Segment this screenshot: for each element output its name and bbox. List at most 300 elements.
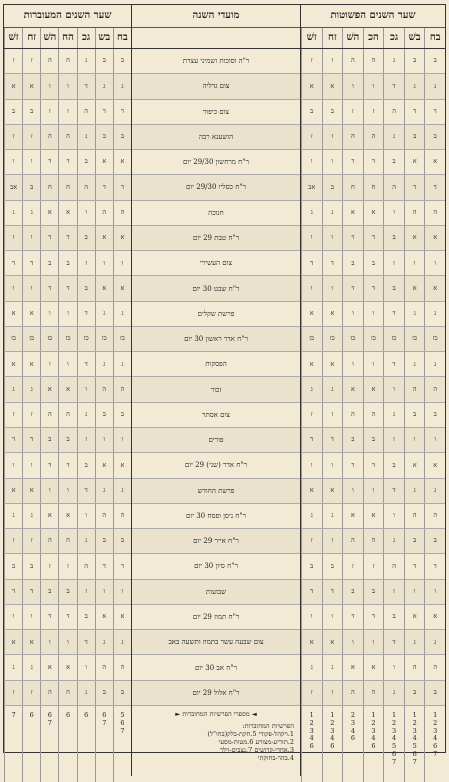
regular-cell: ג [383, 49, 404, 73]
leap-cell: כז [77, 327, 95, 351]
leap-footer-cell: 6 [77, 706, 95, 782]
leap-cell: ו [4, 453, 22, 477]
leap-cell: ו [113, 251, 131, 275]
regular-cell: א [424, 150, 445, 174]
leap-cell: ג [77, 403, 95, 427]
regular-cell: אב [301, 175, 322, 199]
leap-row [4, 605, 131, 630]
leap-cell: ב [113, 403, 131, 427]
leap-row [4, 125, 131, 150]
regular-cell: ו [363, 479, 384, 503]
leap-cell: ד [58, 453, 76, 477]
regular-cell: ה [404, 504, 425, 528]
leap-cell: כז [22, 327, 40, 351]
regular-row [301, 74, 445, 99]
leap-cell: ג [77, 529, 95, 553]
regular-cell: א [404, 150, 425, 174]
leap-cell: ו [58, 302, 76, 326]
regular-cell: ה [383, 100, 404, 124]
regular-cell: ד [383, 74, 404, 98]
regular-cell: ז [301, 529, 322, 553]
leap-cell: ג [4, 504, 22, 528]
regular-row [301, 453, 445, 478]
leap-cell: ב [95, 529, 113, 553]
leap-cell: א [40, 655, 58, 679]
regular-cell: ה [342, 49, 363, 73]
leap-cell: ז [40, 100, 58, 124]
leap-cell: א [22, 302, 40, 326]
regular-cell: כז [301, 327, 322, 351]
regular-header-3: הכ [363, 28, 384, 48]
regular-cell: ג [301, 504, 322, 528]
leap-cell: ג [22, 377, 40, 401]
leap-cell: ב [113, 529, 131, 553]
festival-row: שבועות [132, 580, 300, 605]
regular-footer-cell: 1 2 3 4 5 6 7 [383, 706, 404, 782]
regular-cell: א [363, 201, 384, 225]
leap-cell: א [95, 276, 113, 300]
leap-cell: א [113, 453, 131, 477]
regular-cell: ו [322, 453, 343, 477]
leap-cell: ב [22, 554, 40, 578]
leap-row [4, 453, 131, 478]
regular-cell: ג [322, 201, 343, 225]
leap-cell: כז [58, 327, 76, 351]
leap-cell: ב [40, 428, 58, 452]
leap-cell: ז [4, 49, 22, 73]
leap-cell: ג [4, 377, 22, 401]
regular-cell: א [363, 377, 384, 401]
regular-cell: ה [404, 655, 425, 679]
leap-header-3: הח [58, 28, 76, 48]
regular-cell: ג [424, 302, 445, 326]
regular-footer-cell: 1 2 3 4 6 [363, 706, 384, 782]
regular-row [301, 201, 445, 226]
regular-cell: ח [342, 175, 363, 199]
regular-cell: ב [322, 554, 343, 578]
regular-cell: ו [383, 504, 404, 528]
leap-cell: ו [95, 428, 113, 452]
regular-cell: ג [383, 403, 404, 427]
regular-cell: ו [301, 150, 322, 174]
regular-cell: ו [404, 428, 425, 452]
regular-cell: ה [363, 681, 384, 705]
regular-row [301, 655, 445, 680]
regular-cell: ה [342, 403, 363, 427]
leap-row [4, 428, 131, 453]
leap-cell: ה [113, 377, 131, 401]
leap-cell: א [22, 630, 40, 654]
leap-cell: ג [113, 479, 131, 503]
regular-cell: ב [383, 150, 404, 174]
leap-footer-cell: 7 [4, 706, 22, 782]
regular-cell: ו [383, 377, 404, 401]
leap-cell: ו [22, 226, 40, 250]
leap-row [4, 251, 131, 276]
regular-header-4: השׁ [342, 28, 363, 48]
regular-cell: ד [301, 251, 322, 275]
regular-cell: א [342, 377, 363, 401]
regular-row [301, 630, 445, 655]
footer-portions-list: 1.ויקהל-פקודי 5.חקת-בלק(בחו"ל) 2.תזריע-מצורע 6.מטות-מסעי 3.אחרי-קדושים 7.נצבים-וילך 4.בהר-בחוקתי [207, 729, 294, 763]
leap-cell: ו [22, 605, 40, 629]
regular-cell: א [301, 479, 322, 503]
leap-cell: ו [22, 150, 40, 174]
regular-cell: ו [322, 605, 343, 629]
regular-row [301, 100, 445, 125]
leap-cell: ד [58, 226, 76, 250]
leap-header-5: זח [22, 28, 40, 48]
regular-cell: ד [383, 479, 404, 503]
leap-row [4, 150, 131, 175]
leap-cell: ג [95, 630, 113, 654]
leap-cell: ג [77, 49, 95, 73]
regular-cell: ב [322, 175, 343, 199]
leap-cell: ו [40, 74, 58, 98]
regular-cell: א [301, 302, 322, 326]
regular-cell: ח [363, 175, 384, 199]
regular-cell: ז [322, 681, 343, 705]
regular-years-body [301, 49, 445, 706]
leap-cell: ג [22, 655, 40, 679]
regular-cell: א [404, 226, 425, 250]
regular-cell: ד [363, 150, 384, 174]
leap-cell: ה [113, 655, 131, 679]
regular-cell: ג [301, 377, 322, 401]
regular-cell: ו [301, 226, 322, 250]
leap-cell: ב [113, 49, 131, 73]
leap-cell: א [40, 504, 58, 528]
regular-cell: ה [342, 529, 363, 553]
leap-cell: כז [4, 327, 22, 351]
leap-cell: ב [95, 125, 113, 149]
regular-cell: ו [342, 302, 363, 326]
regular-cell: ג [404, 74, 425, 98]
regular-cell: ו [301, 605, 322, 629]
leap-cell: ו [113, 428, 131, 452]
regular-cell: ב [404, 49, 425, 73]
leap-cell: ד [4, 580, 22, 604]
regular-cell: ה [342, 125, 363, 149]
regular-cell: א [322, 630, 343, 654]
festival-row: ר"ח אלול 29 יום [132, 681, 300, 706]
leap-cell: ג [113, 630, 131, 654]
leap-cell: ג [22, 504, 40, 528]
leap-cell: ד [95, 100, 113, 124]
festival-row: צום שבעה עשר בתמוז ותשעה באב [132, 630, 300, 655]
leap-cell: ד [113, 100, 131, 124]
leap-row [4, 175, 131, 200]
leap-row [4, 403, 131, 428]
regular-cell: א [404, 453, 425, 477]
leap-cell: ב [77, 276, 95, 300]
regular-cell: א [322, 352, 343, 376]
regular-cell: ג [301, 655, 322, 679]
leap-cell: ב [77, 150, 95, 174]
festival-row: הפסקות [132, 352, 300, 377]
leap-cell: ו [77, 377, 95, 401]
regular-cell: ז [322, 403, 343, 427]
leap-cell: ז [4, 681, 22, 705]
regular-cell: ד [424, 175, 445, 199]
regular-cell: ג [424, 352, 445, 376]
regular-cell: ג [301, 201, 322, 225]
leap-cell: כז [113, 327, 131, 351]
regular-cell: ו [301, 453, 322, 477]
regular-cell: א [342, 201, 363, 225]
regular-cell: ה [424, 655, 445, 679]
regular-cell: ו [424, 251, 445, 275]
leap-years-panel [4, 5, 132, 776]
regular-cell: ד [322, 580, 343, 604]
regular-cell: ה [363, 403, 384, 427]
leap-cell: ו [58, 630, 76, 654]
leap-cell: ב [77, 605, 95, 629]
leap-cell: ו [40, 352, 58, 376]
regular-cell: ג [322, 377, 343, 401]
footer-arrow-label: ◄ מספרי הפרשיות המחוברות ► [175, 709, 257, 718]
regular-row [301, 327, 445, 352]
regular-cell: כז [363, 327, 384, 351]
regular-cell: ו [363, 630, 384, 654]
regular-cell: ו [404, 251, 425, 275]
regular-row [301, 175, 445, 200]
regular-cell: ב [363, 251, 384, 275]
footer-heading: הפרשיות המחוברות: [242, 721, 294, 730]
leap-cell: ד [22, 580, 40, 604]
regular-row [301, 479, 445, 504]
leap-cell: ז [4, 529, 22, 553]
regular-cell: ג [322, 655, 343, 679]
leap-cell: ב [58, 428, 76, 452]
leap-cell: א [4, 74, 22, 98]
leap-cell: ב [4, 100, 22, 124]
regular-header-6: זשׁ [301, 28, 322, 48]
leap-footer-cell: 6 [58, 706, 76, 782]
leap-cell: ב [22, 100, 40, 124]
regular-cell: ג [424, 74, 445, 98]
regular-cell: כז [404, 327, 425, 351]
regular-cell: א [322, 302, 343, 326]
leap-cell: ב [40, 251, 58, 275]
leap-cell: ה [77, 175, 95, 199]
regular-cell: א [322, 479, 343, 503]
regular-cell: ו [383, 655, 404, 679]
leap-cell: ד [58, 276, 76, 300]
leap-cell: ב [95, 681, 113, 705]
regular-cell: ד [404, 100, 425, 124]
calendar-sheet [3, 4, 446, 766]
leap-footer-cell: 6 7 [95, 706, 113, 782]
festival-row: ר"ח אייר 29 יום [132, 529, 300, 554]
leap-cell: ה [77, 554, 95, 578]
festival-row: צום כיפור [132, 100, 300, 125]
leap-cell: ו [95, 580, 113, 604]
regular-cell: ב [424, 403, 445, 427]
leap-cell: א [4, 352, 22, 376]
regular-cell: א [301, 74, 322, 98]
leap-row [4, 49, 131, 74]
leap-cell: ד [4, 251, 22, 275]
leap-row [4, 226, 131, 251]
leap-cell: א [113, 150, 131, 174]
regular-cell: ד [342, 276, 363, 300]
leap-cell: ו [4, 150, 22, 174]
regular-cell: ד [301, 580, 322, 604]
regular-cell: א [363, 504, 384, 528]
leap-row [4, 327, 131, 352]
leap-cell: ח [58, 175, 76, 199]
leap-cell: ב [95, 403, 113, 427]
leap-cell: ו [58, 479, 76, 503]
leap-cell: ד [113, 554, 131, 578]
regular-cell: כז [342, 327, 363, 351]
regular-cell: ו [363, 302, 384, 326]
festival-row: ר"ח שבט 30 יום [132, 276, 300, 301]
regular-row [301, 276, 445, 301]
leap-cell: ג [95, 74, 113, 98]
leap-cell: ז [4, 403, 22, 427]
leap-years-title: שער השנים המעוברות [4, 5, 131, 28]
leap-row [4, 201, 131, 226]
leap-cell: כז [40, 327, 58, 351]
festivals-footer [132, 706, 300, 776]
regular-cell: ו [363, 74, 384, 98]
leap-cell: א [4, 302, 22, 326]
regular-cell: ד [301, 428, 322, 452]
regular-cell: ד [342, 226, 363, 250]
regular-row [301, 49, 445, 74]
festival-row: פרשת שקלים [132, 302, 300, 327]
regular-cell: ז [301, 403, 322, 427]
festival-row: צום אסתר [132, 403, 300, 428]
leap-cell: ה [40, 403, 58, 427]
regular-cell: ב [342, 580, 363, 604]
regular-row [301, 554, 445, 579]
festival-row: זכור [132, 377, 300, 402]
regular-years-panel [300, 5, 445, 776]
leap-header-6: זשׁ [4, 28, 22, 48]
regular-cell: ז [342, 100, 363, 124]
regular-cell: ו [342, 352, 363, 376]
leap-cell: ו [4, 605, 22, 629]
leap-row [4, 377, 131, 402]
leap-cell: ד [4, 428, 22, 452]
leap-row [4, 100, 131, 125]
regular-cell: ב [404, 529, 425, 553]
regular-footer-cell: 1 2 3 4 5 6 7 [404, 706, 425, 782]
leap-row [4, 302, 131, 327]
regular-cell: ב [424, 529, 445, 553]
regular-cell: ד [342, 605, 363, 629]
leap-cell: ב [77, 226, 95, 250]
leap-cell: ו [40, 630, 58, 654]
leap-cell: אב [4, 175, 22, 199]
leap-cell: ו [77, 201, 95, 225]
leap-cell: ד [95, 554, 113, 578]
leap-row [4, 479, 131, 504]
regular-cell: ג [404, 352, 425, 376]
leap-cell: א [58, 377, 76, 401]
regular-cell: ב [363, 428, 384, 452]
leap-cell: ב [22, 175, 40, 199]
regular-cell: ה [383, 175, 404, 199]
leap-cell: ו [58, 74, 76, 98]
leap-cell: א [58, 201, 76, 225]
regular-header-1: בשׁ [404, 28, 425, 48]
regular-cell: ו [342, 74, 363, 98]
leap-cell: א [113, 276, 131, 300]
leap-cell: ו [95, 251, 113, 275]
leap-cell: ג [113, 352, 131, 376]
regular-cell: ו [322, 276, 343, 300]
leap-cell: ז [77, 428, 95, 452]
regular-row [301, 302, 445, 327]
regular-cell: ד [342, 150, 363, 174]
regular-cell: ב [301, 554, 322, 578]
regular-row [301, 605, 445, 630]
leap-header-4: השׁ [40, 28, 58, 48]
festival-row: פורים [132, 428, 300, 453]
regular-cell: ד [342, 453, 363, 477]
regular-cell: א [404, 276, 425, 300]
leap-cell: ד [40, 150, 58, 174]
leap-cell: א [95, 605, 113, 629]
leap-cell: א [58, 655, 76, 679]
regular-cell: ד [363, 605, 384, 629]
regular-cell: א [301, 630, 322, 654]
regular-cell: ו [322, 226, 343, 250]
leap-cell: א [40, 201, 58, 225]
leap-cell: ג [113, 74, 131, 98]
leap-cell: ה [58, 681, 76, 705]
regular-years-title: שער השנים הפשוטות [301, 5, 445, 28]
leap-cell: ג [4, 655, 22, 679]
regular-cell: ה [383, 554, 404, 578]
regular-cell: ד [363, 226, 384, 250]
regular-cell: ג [424, 479, 445, 503]
regular-row [301, 352, 445, 377]
festival-row: פרשת החודש [132, 479, 300, 504]
leap-cell: ד [40, 453, 58, 477]
regular-cell: ז [301, 49, 322, 73]
leap-cell: ז [4, 125, 22, 149]
regular-cell: ו [301, 276, 322, 300]
leap-cell: ה [40, 49, 58, 73]
leap-years-headers [4, 28, 131, 49]
leap-cell: ג [95, 479, 113, 503]
leap-cell: ד [77, 352, 95, 376]
regular-footer-cell: 1 2 3 4 6 [301, 706, 322, 782]
festival-row: צום העשירי [132, 251, 300, 276]
leap-cell: ו [4, 226, 22, 250]
regular-row [301, 504, 445, 529]
regular-cell: ב [363, 580, 384, 604]
leap-cell: ב [113, 125, 131, 149]
leap-cell: א [4, 630, 22, 654]
leap-cell: ז [58, 554, 76, 578]
regular-years-headers [301, 28, 445, 49]
regular-cell: ו [342, 630, 363, 654]
leap-cell: כז [95, 327, 113, 351]
leap-row [4, 630, 131, 655]
leap-cell: ה [95, 655, 113, 679]
leap-cell: ב [58, 580, 76, 604]
regular-row [301, 681, 445, 706]
regular-cell: ה [363, 125, 384, 149]
leap-header-0: בח [113, 28, 131, 48]
leap-cell: ג [95, 352, 113, 376]
